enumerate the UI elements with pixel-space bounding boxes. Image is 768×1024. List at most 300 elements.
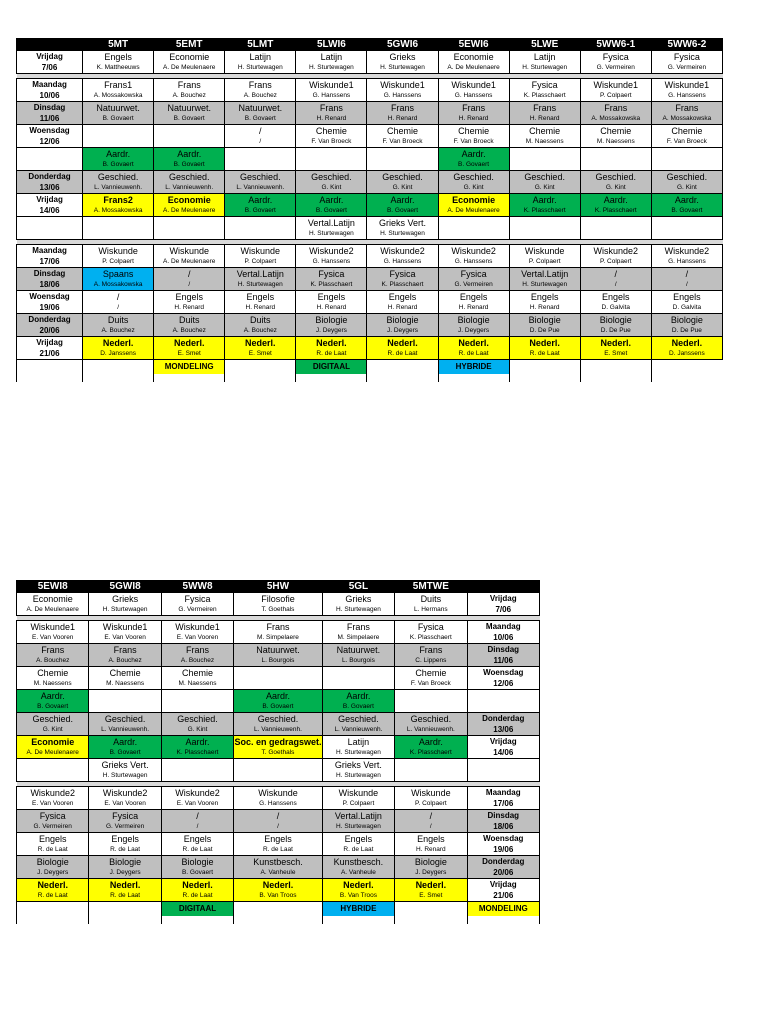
teacher: /: [259, 138, 262, 145]
table-row: [17, 833, 540, 856]
subject: Nederl.: [245, 338, 276, 348]
subject: Engels: [344, 834, 373, 844]
legend-row: [17, 360, 723, 383]
teacher: A. Bouchez: [180, 657, 215, 664]
subject: Biologie: [414, 857, 447, 867]
table-header-row: [17, 581, 540, 593]
exam-cell: [509, 125, 580, 148]
subject: Natuurwet.: [96, 103, 140, 113]
day-name: Woensdag: [483, 668, 524, 677]
day-name: [468, 759, 539, 771]
subject: Wiskunde2: [380, 246, 425, 256]
legend-cell: [17, 902, 89, 925]
exam-cell: [154, 245, 225, 268]
subject: [652, 217, 722, 229]
subject: Aardr.: [319, 195, 344, 205]
subject: Nederl.: [262, 880, 294, 890]
exam-cell: [89, 833, 161, 856]
exam-cell: [234, 810, 323, 833]
exam-cell: [438, 217, 509, 240]
legend-cell: [154, 360, 225, 383]
subject: Kunstbesch.: [253, 857, 303, 867]
exam-cell: [296, 245, 367, 268]
exam-cell: [17, 644, 89, 667]
legend-cell: [580, 360, 651, 383]
exam-cell: [395, 690, 467, 713]
subject: Wiskunde: [338, 788, 379, 798]
teacher: G. Vermeiren: [596, 64, 635, 71]
column-header: 5LWI6: [296, 39, 367, 51]
subject: Geschied.: [410, 714, 452, 724]
exam-cell: [89, 810, 161, 833]
exam-cell: [580, 268, 651, 291]
teacher: D. Janssens: [669, 350, 705, 357]
teacher: P. Colpaert: [599, 92, 632, 99]
subject: Geschied.: [595, 172, 637, 182]
teacher: [83, 229, 153, 239]
teacher: R. de Laat: [262, 846, 293, 853]
column-header: 5GWI8: [89, 581, 161, 593]
exam-cell: [154, 337, 225, 360]
table-row: [17, 245, 723, 268]
subject: Frans: [177, 80, 201, 90]
subject: Fysica: [531, 80, 558, 90]
day-date: 21/06: [493, 891, 514, 900]
subject: Vertal.Latijn: [307, 218, 355, 228]
exam-cell: [154, 171, 225, 194]
teacher: J. Deygers: [109, 869, 141, 876]
subject: Chemie: [109, 668, 141, 678]
exam-cell: [509, 245, 580, 268]
subject: Wiskunde2: [664, 246, 710, 256]
exam-cell: [367, 194, 438, 217]
teacher: J. Deygers: [415, 869, 447, 876]
subject: Wiskunde1: [309, 80, 354, 90]
column-header: 5LWE: [509, 39, 580, 51]
subject: Chemie: [458, 126, 490, 136]
exam-cell: [580, 79, 651, 102]
teacher: P. Colpaert: [599, 258, 632, 265]
subject: Grieks: [345, 594, 372, 604]
teacher: G. Vermeiren: [454, 281, 493, 288]
teacher: [652, 160, 722, 170]
teacher: B. Govaert: [173, 161, 205, 168]
table-row: [17, 217, 723, 240]
subject: [83, 217, 153, 229]
teacher: D. De Pue: [600, 327, 631, 334]
subject: Wiskunde2: [593, 246, 639, 256]
day-date: 20/06: [39, 326, 60, 335]
subject: Engels: [111, 834, 139, 844]
teacher: /: [686, 281, 688, 288]
teacher: G. Vermeiren: [178, 606, 217, 613]
subject: Frans2: [103, 195, 133, 205]
exam-cell: [225, 171, 296, 194]
teacher: B. Govaert: [244, 115, 276, 122]
exam-cell: [367, 337, 438, 360]
exam-cell: [154, 217, 225, 240]
subject: Aardr.: [461, 149, 486, 159]
table-row: [17, 125, 723, 148]
subject: Aardr.: [346, 691, 371, 701]
teacher: L. Vannieuwenh.: [101, 726, 150, 733]
exam-cell: [580, 125, 651, 148]
exam-cell: [17, 713, 89, 736]
subject: Nederl.: [415, 880, 447, 890]
subject: Aardr.: [674, 195, 699, 205]
exam-cell: [225, 314, 296, 337]
day-cell: [467, 787, 539, 810]
subject: Geschied.: [177, 714, 218, 724]
exam-cell: [234, 690, 323, 713]
exam-cell: [296, 337, 367, 360]
subject: Nederl.: [37, 880, 68, 890]
legend-cell: [225, 360, 296, 383]
exam-cell: [225, 337, 296, 360]
exam-cell: [322, 690, 394, 713]
subject: Engels: [246, 292, 275, 302]
exam-cell: [83, 102, 154, 125]
teacher: /: [614, 281, 617, 288]
exam-cell: [395, 810, 467, 833]
exam-cell: [580, 51, 651, 74]
teacher: B. Govaert: [315, 207, 347, 214]
subject: Wiskunde1: [593, 80, 639, 90]
day-cell: [17, 291, 83, 314]
day-cell: [467, 621, 539, 644]
table-row: [17, 593, 540, 616]
day-date: 19/06: [493, 845, 514, 854]
subject: Biologie: [670, 315, 703, 325]
subject: Biologie: [181, 857, 214, 867]
subject: [510, 148, 580, 160]
teacher: K. Mattheeuws: [96, 64, 140, 71]
subject: Chemie: [600, 126, 632, 136]
exam-cell: [322, 736, 394, 759]
day-name: Woensdag: [29, 126, 70, 135]
teacher: A. Bouchez: [243, 327, 277, 334]
teacher: B. Van Troos: [339, 892, 377, 899]
teacher: A. De Meulenaere: [26, 749, 79, 756]
exam-cell: [651, 125, 722, 148]
table-row: [17, 194, 723, 217]
exam-cell: [83, 268, 154, 291]
subject: Kunstbesch.: [333, 857, 384, 867]
teacher: B. Govaert: [458, 161, 490, 168]
column-header: 5WW8: [161, 581, 233, 593]
teacher: B. Van Troos: [259, 892, 297, 899]
teacher: G. Hanssens: [668, 92, 706, 99]
exam-cell: [17, 879, 89, 902]
teacher: T. Goethals: [261, 606, 295, 613]
teacher: /: [117, 304, 120, 311]
exam-cell: [296, 102, 367, 125]
day-cell: [17, 102, 83, 125]
exam-cell: [367, 125, 438, 148]
subject: Aardr.: [113, 737, 138, 747]
exam-cell: [438, 245, 509, 268]
teacher: H. Sturtewagen: [309, 64, 354, 71]
teacher: C. Lippens: [415, 657, 447, 664]
column-header: [17, 39, 83, 51]
teacher: R. de Laat: [37, 846, 68, 853]
teacher: E. Van Vooren: [31, 634, 74, 641]
teacher: G. Vermeiren: [667, 64, 707, 71]
subject: Fysica: [602, 52, 629, 62]
subject: Economie: [31, 737, 75, 747]
exam-cell: [234, 879, 323, 902]
teacher: A. Mossakowska: [591, 115, 641, 122]
subject: Natuurwet.: [167, 103, 211, 113]
legend-hybride: HYBRIDE: [323, 902, 394, 916]
exam-cell: [580, 217, 651, 240]
teacher: L. Vannieuwenh.: [165, 184, 214, 191]
subject: Vertal.Latijn: [334, 811, 382, 821]
day-date: 17/06: [493, 799, 514, 808]
teacher: E. Smet: [419, 892, 443, 899]
teacher: E. Van Vooren: [176, 800, 219, 807]
subject: Nederl.: [387, 338, 418, 348]
day-date: 13/06: [39, 183, 60, 192]
exam-cell: [161, 644, 233, 667]
exam-cell: [438, 291, 509, 314]
subject: Wiskunde1: [30, 622, 75, 632]
subject: Aardr.: [40, 691, 65, 701]
teacher: [510, 229, 580, 239]
teacher: K. Plasschaert: [310, 281, 353, 288]
teacher: H. Renard: [458, 115, 489, 122]
teacher: H. Renard: [529, 115, 560, 122]
day-date: 13/06: [493, 725, 514, 734]
exam-cell: [234, 667, 323, 690]
teacher: M. Naessens: [525, 138, 564, 145]
subject: Nederl.: [109, 880, 141, 890]
teacher: H. Renard: [416, 846, 446, 853]
subject: Frans: [604, 103, 628, 113]
teacher: L. Vannieuwenh.: [253, 726, 302, 733]
subject: Frans: [41, 645, 65, 655]
exam-cell: [438, 102, 509, 125]
day-name: Dinsdag: [487, 645, 520, 654]
teacher: D. De Pue: [529, 327, 560, 334]
teacher: A. Bouchez: [243, 92, 277, 99]
subject: Nederl.: [173, 338, 205, 348]
teacher: E. Van Vooren: [104, 634, 146, 641]
exam-cell: [509, 194, 580, 217]
legend-digitaal: DIGITAAL: [296, 360, 366, 374]
teacher: P. Colpaert: [342, 800, 375, 807]
subject: [323, 667, 394, 679]
day-cell: [17, 194, 83, 217]
teacher: H. Sturtewagen: [237, 64, 283, 71]
teacher: F. Van Broeck: [453, 138, 494, 145]
exam-cell: [322, 621, 394, 644]
exam-cell: [83, 217, 154, 240]
day-date: 17/06: [39, 257, 60, 266]
legend-row: [17, 902, 540, 925]
subject: /: [429, 811, 433, 821]
exam-cell: [17, 787, 89, 810]
subject: Geschied.: [311, 172, 352, 182]
exam-cell: [438, 337, 509, 360]
teacher: L. Hermans: [414, 606, 448, 613]
exam-cell: [651, 79, 722, 102]
exam-cell: [322, 856, 394, 879]
subject: Geschied.: [382, 172, 423, 182]
exam-cell: [234, 833, 323, 856]
subject: Biologie: [528, 315, 561, 325]
column-header: 5EWI6: [438, 39, 509, 51]
subject: [83, 125, 153, 137]
exam-cell: [438, 194, 509, 217]
exam-cell: [161, 713, 233, 736]
teacher: [162, 771, 233, 781]
teacher: H. Renard: [316, 115, 347, 122]
day-name: [17, 217, 82, 229]
day-date: 21/06: [39, 349, 60, 358]
exam-cell: [296, 291, 367, 314]
subject: Frans: [462, 103, 486, 113]
table-row: [17, 314, 723, 337]
exam-cell: [367, 148, 438, 171]
exam-cell: [296, 217, 367, 240]
exam-cell: [17, 690, 89, 713]
teacher: G. Kint: [321, 184, 342, 191]
exam-cell: [509, 337, 580, 360]
day-date: 12/06: [493, 679, 514, 688]
subject: Aardr.: [390, 195, 415, 205]
subject: Latijn: [249, 52, 272, 62]
teacher: [510, 160, 580, 170]
exam-cell: [438, 125, 509, 148]
subject: [234, 667, 322, 679]
day-cell: [17, 171, 83, 194]
day-name: Donderdag: [482, 857, 525, 866]
exam-cell: [83, 337, 154, 360]
teacher: [154, 137, 224, 147]
day-date: 18/06: [493, 822, 514, 831]
legend-mondeling: MONDELING: [154, 360, 224, 374]
teacher: G. Hanssens: [383, 258, 422, 265]
subject: Natuurwet.: [336, 645, 381, 655]
exam-cell: [89, 644, 161, 667]
subject: Chemie: [529, 126, 561, 136]
exam-cell: [154, 314, 225, 337]
day-date: 19/06: [39, 303, 60, 312]
day-cell: [17, 314, 83, 337]
exam-cell: [651, 102, 722, 125]
subject: Latijn: [320, 52, 343, 62]
column-header: 5HW: [234, 581, 323, 593]
teacher: [83, 137, 153, 147]
teacher: G. Hanssens: [454, 92, 493, 99]
day-date: 10/06: [39, 91, 60, 100]
subject: Engels: [602, 292, 630, 302]
exam-cell: [651, 217, 722, 240]
subject: /: [187, 269, 191, 279]
teacher: B. Govaert: [244, 207, 276, 214]
subject: Geschied.: [524, 172, 565, 182]
teacher: G. Hanssens: [668, 258, 706, 265]
exam-cell: [651, 337, 722, 360]
teacher: L. Vannieuwenh.: [94, 184, 143, 191]
table-row: [17, 759, 540, 782]
teacher: D. Galvita: [672, 304, 702, 311]
legend-cell: [161, 902, 233, 925]
subject: Fysica: [389, 269, 416, 279]
teacher: A. Mossakowska: [93, 281, 143, 288]
teacher: M. Naessens: [33, 680, 72, 687]
subject: Grieks Vert.: [378, 218, 426, 228]
subject: Frans: [390, 103, 414, 113]
subject: Wiskunde: [169, 246, 209, 256]
column-header: 5EWI8: [17, 581, 89, 593]
subject: Grieks Vert.: [101, 760, 149, 770]
teacher: G. Hanssens: [259, 800, 297, 807]
day-cell: [467, 593, 539, 616]
subject: Nederl.: [529, 338, 560, 348]
teacher: R. de Laat: [110, 892, 141, 899]
day-date: 7/06: [495, 605, 512, 614]
exam-cell: [509, 171, 580, 194]
teacher: J. Deygers: [37, 869, 69, 876]
exam-cell: [225, 148, 296, 171]
exam-cell: [367, 51, 438, 74]
day-cell: [467, 856, 539, 879]
subject: Fysica: [460, 269, 487, 279]
subject: [162, 759, 233, 771]
table-header-row: [17, 39, 723, 51]
exam-cell: [322, 593, 394, 616]
exam-cell: [161, 787, 233, 810]
exam-cell: [89, 787, 161, 810]
subject: Chemie: [671, 126, 703, 136]
teacher: A. Bouchez: [172, 327, 206, 334]
exam-cell: [154, 268, 225, 291]
teacher: A. Bouchez: [101, 327, 135, 334]
teacher: [296, 160, 366, 170]
teacher: B. Govaert: [102, 115, 134, 122]
exam-cell: [395, 787, 467, 810]
teacher: P. Colpaert: [414, 800, 447, 807]
subject: [395, 690, 466, 702]
teacher: G. Kint: [187, 726, 208, 733]
subject: Nederl.: [316, 338, 347, 348]
teacher: F. Van Broeck: [382, 138, 423, 145]
teacher: R. de Laat: [316, 350, 347, 357]
teacher: E. Smet: [604, 350, 628, 357]
teacher: M. Simpelaere: [337, 634, 380, 641]
table-row: [17, 787, 540, 810]
exam-cell: [17, 736, 89, 759]
day-cell: [17, 217, 83, 240]
exam-cell: [17, 833, 89, 856]
subject: Grieks Vert.: [334, 760, 382, 770]
exam-cell: [161, 593, 233, 616]
exam-cell: [89, 690, 161, 713]
exam-cell: [395, 879, 467, 902]
day-cell: [17, 51, 83, 74]
table-row: [17, 102, 723, 125]
teacher: J. Deygers: [458, 327, 490, 334]
day-cell: [17, 79, 83, 102]
day-cell: [467, 713, 539, 736]
subject: Engels: [459, 292, 488, 302]
exam-cell: [651, 245, 722, 268]
exam-cell: [225, 125, 296, 148]
teacher: /: [429, 823, 432, 830]
subject: Chemie: [415, 668, 447, 678]
